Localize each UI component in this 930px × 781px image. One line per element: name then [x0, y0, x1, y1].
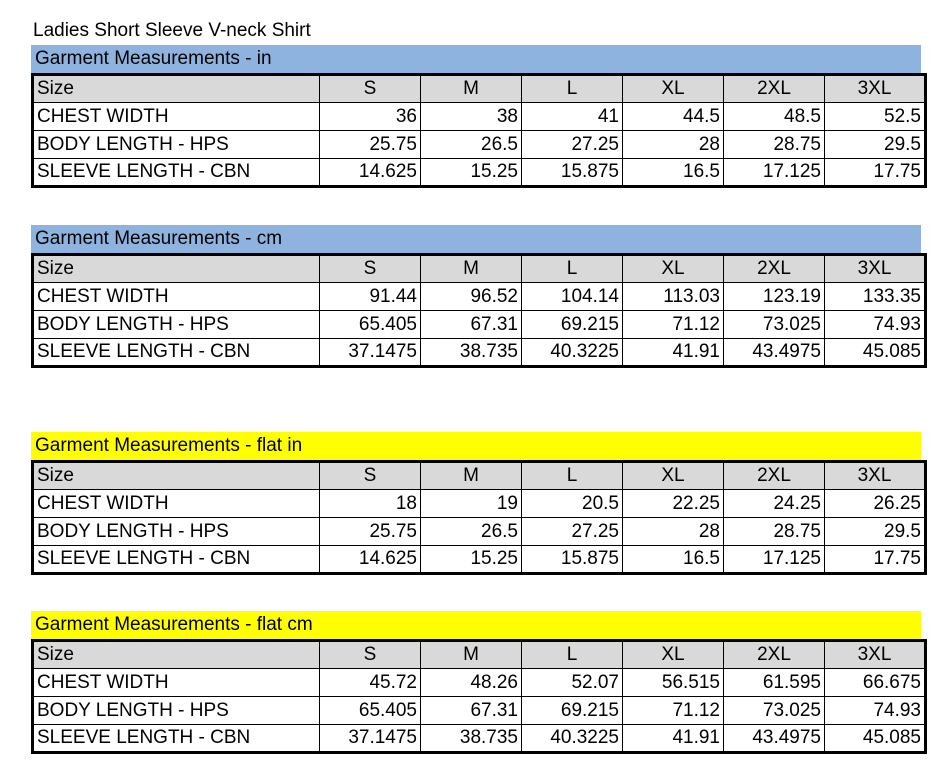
table-cell: 43.4975: [724, 725, 825, 753]
table-cell: 69.215: [522, 311, 623, 339]
row-label: CHEST WIDTH: [33, 490, 320, 518]
table-cell: 17.75: [825, 546, 926, 574]
size-header-xl: XL: [623, 462, 724, 490]
size-header-3xl: 3XL: [825, 641, 926, 669]
size-header-l: L: [522, 75, 623, 103]
table-row: [33, 518, 926, 546]
table-cell: 25.75: [320, 131, 421, 159]
size-column-header: Size: [33, 641, 320, 669]
size-header-2xl: 2XL: [724, 462, 825, 490]
table-row: [33, 546, 926, 574]
table-row: [33, 103, 926, 131]
size-header-2xl: 2XL: [724, 255, 825, 283]
table-cell: 37.1475: [320, 339, 421, 367]
table-cell: 28.75: [724, 518, 825, 546]
size-header-xl: XL: [623, 255, 724, 283]
size-header-s: S: [320, 255, 421, 283]
measurements-cm-section: [31, 225, 921, 368]
table-cell: 22.25: [623, 490, 724, 518]
size-header-s: S: [320, 641, 421, 669]
section-heading: Garment Measurements - in: [31, 45, 921, 73]
table-cell: 14.625: [320, 546, 421, 574]
table-cell: 18: [320, 490, 421, 518]
table-cell: 74.93: [825, 311, 926, 339]
table-row: [33, 669, 926, 697]
measurements-in-section: [31, 45, 921, 188]
table-cell: 17.125: [724, 159, 825, 187]
table-cell: 48.5: [724, 103, 825, 131]
table-cell: 43.4975: [724, 339, 825, 367]
row-label: CHEST WIDTH: [33, 669, 320, 697]
table-cell: 29.5: [825, 518, 926, 546]
row-label: BODY LENGTH - HPS: [33, 131, 320, 159]
table-cell: 61.595: [724, 669, 825, 697]
size-header-l: L: [522, 255, 623, 283]
row-label: SLEEVE LENGTH - CBN: [33, 339, 320, 367]
size-header-xl: XL: [623, 75, 724, 103]
size-header-m: M: [421, 641, 522, 669]
size-header-2xl: 2XL: [724, 75, 825, 103]
table-cell: 41.91: [623, 725, 724, 753]
row-label: SLEEVE LENGTH - CBN: [33, 159, 320, 187]
table-header-row: [33, 75, 926, 103]
table-row: [33, 490, 926, 518]
table-cell: 15.875: [522, 159, 623, 187]
table-cell: 74.93: [825, 697, 926, 725]
row-label: BODY LENGTH - HPS: [33, 311, 320, 339]
row-label: BODY LENGTH - HPS: [33, 518, 320, 546]
table-cell: 25.75: [320, 518, 421, 546]
table-row: [33, 131, 926, 159]
table-cell: 36: [320, 103, 421, 131]
table-cell: 38.735: [421, 725, 522, 753]
table-cell: 66.675: [825, 669, 926, 697]
table-cell: 37.1475: [320, 725, 421, 753]
size-header-l: L: [522, 462, 623, 490]
size-header-s: S: [320, 462, 421, 490]
row-label: BODY LENGTH - HPS: [33, 697, 320, 725]
table-cell: 16.5: [623, 159, 724, 187]
table-cell: 28: [623, 518, 724, 546]
section-heading: Garment Measurements - flat in: [31, 432, 921, 460]
table-cell: 113.03: [623, 283, 724, 311]
section-heading: Garment Measurements - cm: [31, 225, 921, 253]
document-title: Ladies Short Sleeve V-neck Shirt: [33, 20, 311, 41]
table-row: [33, 311, 926, 339]
table-cell: 20.5: [522, 490, 623, 518]
table-cell: 38.735: [421, 339, 522, 367]
table-cell: 45.085: [825, 339, 926, 367]
size-header-m: M: [421, 462, 522, 490]
table-cell: 27.25: [522, 131, 623, 159]
table-cell: 52.5: [825, 103, 926, 131]
size-column-header: Size: [33, 75, 320, 103]
table-cell: 73.025: [724, 697, 825, 725]
table-cell: 45.72: [320, 669, 421, 697]
measurements-table: [31, 460, 927, 575]
table-cell: 45.085: [825, 725, 926, 753]
table-cell: 26.25: [825, 490, 926, 518]
table-cell: 91.44: [320, 283, 421, 311]
size-header-2xl: 2XL: [724, 641, 825, 669]
measurements-table: [31, 639, 927, 754]
table-cell: 17.75: [825, 159, 926, 187]
table-cell: 40.3225: [522, 725, 623, 753]
row-label: CHEST WIDTH: [33, 103, 320, 131]
measurements-flat-cm-section: [31, 611, 921, 754]
table-cell: 48.26: [421, 669, 522, 697]
table-cell: 38: [421, 103, 522, 131]
size-header-s: S: [320, 75, 421, 103]
table-cell: 14.625: [320, 159, 421, 187]
table-cell: 28: [623, 131, 724, 159]
table-cell: 133.35: [825, 283, 926, 311]
table-cell: 104.14: [522, 283, 623, 311]
table-cell: 26.5: [421, 131, 522, 159]
table-row: [33, 697, 926, 725]
table-cell: 44.5: [623, 103, 724, 131]
table-row: [33, 339, 926, 367]
size-header-m: M: [421, 75, 522, 103]
size-header-l: L: [522, 641, 623, 669]
size-header-xl: XL: [623, 641, 724, 669]
table-cell: 15.25: [421, 546, 522, 574]
table-cell: 15.25: [421, 159, 522, 187]
table-cell: 71.12: [623, 311, 724, 339]
table-cell: 27.25: [522, 518, 623, 546]
table-cell: 41: [522, 103, 623, 131]
table-header-row: [33, 641, 926, 669]
table-row: [33, 725, 926, 753]
table-cell: 29.5: [825, 131, 926, 159]
table-cell: 26.5: [421, 518, 522, 546]
size-header-3xl: 3XL: [825, 255, 926, 283]
size-header-3xl: 3XL: [825, 75, 926, 103]
table-cell: 17.125: [724, 546, 825, 574]
measurements-flat-in-section: [31, 432, 921, 575]
table-row: [33, 283, 926, 311]
table-cell: 15.875: [522, 546, 623, 574]
table-cell: 56.515: [623, 669, 724, 697]
table-cell: 65.405: [320, 697, 421, 725]
table-cell: 65.405: [320, 311, 421, 339]
table-cell: 16.5: [623, 546, 724, 574]
size-header-m: M: [421, 255, 522, 283]
table-cell: 28.75: [724, 131, 825, 159]
table-cell: 52.07: [522, 669, 623, 697]
table-cell: 24.25: [724, 490, 825, 518]
measurements-table: [31, 73, 927, 188]
table-cell: 67.31: [421, 697, 522, 725]
table-header-row: [33, 255, 926, 283]
size-column-header: Size: [33, 255, 320, 283]
table-row: [33, 159, 926, 187]
table-cell: 40.3225: [522, 339, 623, 367]
size-header-3xl: 3XL: [825, 462, 926, 490]
table-cell: 73.025: [724, 311, 825, 339]
table-cell: 71.12: [623, 697, 724, 725]
table-cell: 123.19: [724, 283, 825, 311]
row-label: SLEEVE LENGTH - CBN: [33, 725, 320, 753]
table-cell: 41.91: [623, 339, 724, 367]
table-header-row: [33, 462, 926, 490]
table-cell: 19: [421, 490, 522, 518]
row-label: SLEEVE LENGTH - CBN: [33, 546, 320, 574]
table-cell: 96.52: [421, 283, 522, 311]
table-cell: 67.31: [421, 311, 522, 339]
measurements-table: [31, 253, 927, 368]
size-column-header: Size: [33, 462, 320, 490]
row-label: CHEST WIDTH: [33, 283, 320, 311]
section-heading: Garment Measurements - flat cm: [31, 611, 921, 639]
table-cell: 69.215: [522, 697, 623, 725]
